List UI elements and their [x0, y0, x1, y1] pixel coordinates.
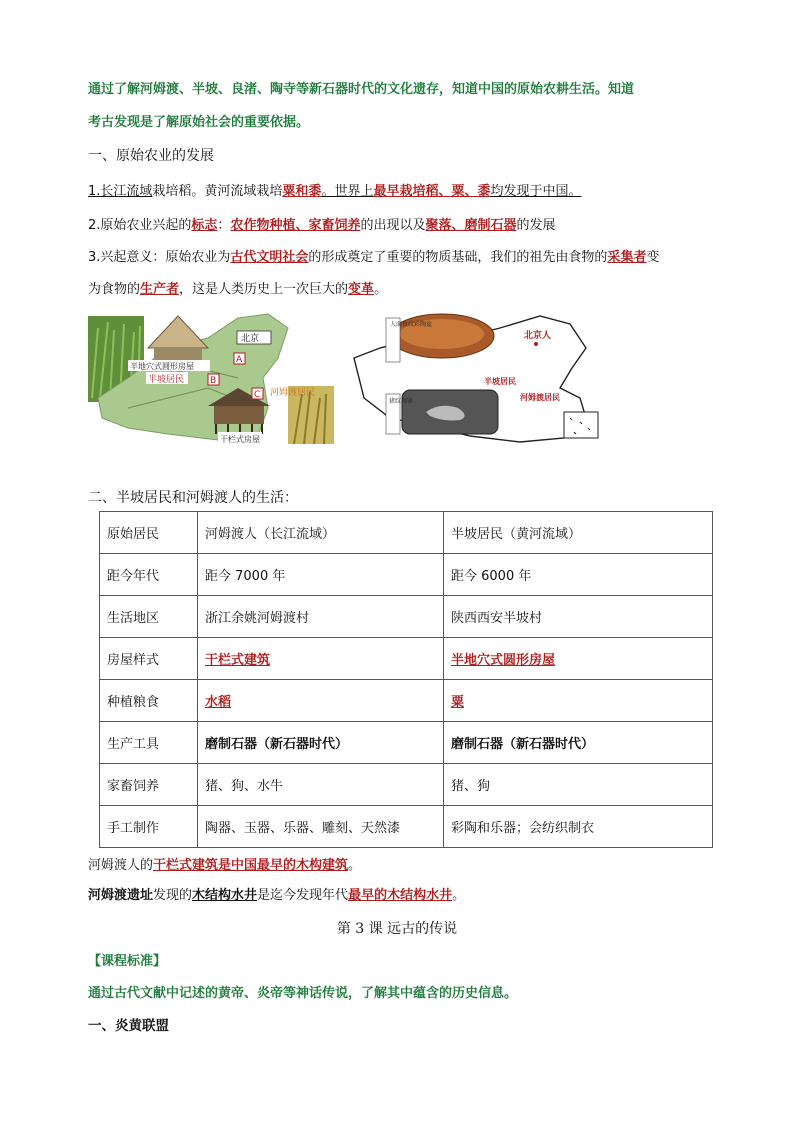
- after2-f: 。: [452, 888, 466, 903]
- hemudu-value-cell: [198, 638, 444, 680]
- banpo-value: 陕西西安半坡村: [451, 611, 543, 626]
- after-table-line-1: [88, 856, 361, 876]
- item3-b: 古代文明社会: [230, 250, 309, 265]
- item3-c: 的形成奠定了重要的物质基础，我们的祖先由食物的: [308, 250, 608, 265]
- banpo-value-cell: [444, 554, 713, 596]
- item2-e: 的出现以及: [360, 218, 426, 233]
- label-banpo-right: 半坡居民: [484, 377, 516, 386]
- item2-c: ：: [217, 218, 231, 233]
- item3-a: 3.兴起意义：原始农业为: [88, 250, 231, 265]
- table-row: [100, 638, 713, 680]
- row-key: 种植粮食: [107, 695, 160, 710]
- item3b-e: 。: [374, 282, 388, 297]
- label-beijingren: 北京人: [524, 331, 552, 341]
- lesson-heading: 一、炎黄联盟: [88, 1018, 169, 1034]
- after2-b: 发现的: [153, 888, 193, 903]
- hemudu-value: 水稻: [205, 695, 232, 710]
- after1-a: 河姆渡人的: [88, 858, 154, 873]
- banpo-value: 猪、狗: [451, 779, 491, 794]
- hemudu-value: 干栏式建筑: [205, 653, 271, 668]
- item1-d: 。世界上: [321, 184, 374, 199]
- section1-item3-cont: [88, 280, 387, 300]
- row-key-cell: [100, 638, 198, 680]
- after2-e: 最早的木结构水井: [348, 888, 453, 903]
- hemudu-value: 猪、狗、水牛: [205, 779, 284, 794]
- item3-d: 采集者: [607, 250, 647, 265]
- item1-b: 栽培稻。黄河流域栽培: [152, 184, 283, 199]
- after2-c: 木结构水井: [192, 888, 258, 903]
- item3-e: 变: [646, 250, 660, 265]
- section1-heading: 一、原始农业的发展: [88, 148, 214, 164]
- banpo-value-cell: [444, 596, 713, 638]
- item3b-b: 生产者: [140, 282, 180, 297]
- label-c: C: [254, 390, 261, 400]
- hemudu-value: 河姆渡人（长江流域）: [205, 527, 336, 542]
- label-a: A: [236, 355, 243, 365]
- item2-a: 2.原始农业兴起的: [88, 218, 192, 233]
- after2-a: 河姆渡遗址: [88, 888, 154, 903]
- section1-item2: [88, 216, 556, 236]
- item1-c: 粟和黍: [282, 184, 322, 199]
- hemudu-value-cell: [198, 554, 444, 596]
- hemudu-value-cell: [198, 722, 444, 764]
- table-row: [100, 596, 713, 638]
- section1-item3: [88, 248, 659, 268]
- row-key-cell: [100, 680, 198, 722]
- row-key-cell: [100, 596, 198, 638]
- hemudu-value-cell: [198, 512, 444, 554]
- right-map-figure: [350, 308, 610, 446]
- item2-d: 农作物种植、家畜饲养: [230, 218, 361, 233]
- item3b-c: ，这是人类历史上一次巨大的: [179, 282, 349, 297]
- table-row: [100, 512, 713, 554]
- after-table-line-2: [88, 886, 465, 906]
- table-row: [100, 764, 713, 806]
- row-key: 家畜饲养: [107, 779, 160, 794]
- label-banpo: 半坡居民: [148, 375, 185, 385]
- banpo-value: 距今 6000 年: [451, 569, 532, 584]
- after1-c: 。: [348, 858, 362, 873]
- comparison-table: [99, 511, 713, 848]
- banpo-value: 彩陶和乐器；会纺织制衣: [451, 821, 595, 836]
- label-beijing: 北京: [241, 334, 260, 344]
- label-b: B: [210, 376, 217, 386]
- row-key-cell: [100, 806, 198, 848]
- row-key: 手工制作: [107, 821, 160, 836]
- item2-f: 聚落、磨制石器: [425, 218, 517, 233]
- item2-g: 的发展: [516, 218, 556, 233]
- item2-b: 标志: [191, 218, 218, 233]
- item1-a: 1.长江流域: [88, 184, 153, 199]
- row-key: 原始居民: [107, 527, 160, 542]
- label-hemudu-right: 河姆渡居民: [520, 393, 560, 402]
- intro-line-1: 通过了解河姆渡、半坡、良渚、陶寺等新石器时代的文化遗存，知道中国的原始农耕生活。知道: [88, 82, 635, 97]
- section2-heading: 二、半坡居民和河姆渡人的生活：: [88, 490, 298, 506]
- course-standard-label: 【课程标准】: [88, 954, 167, 969]
- item1-e: 最早栽培稻、粟、黍: [373, 184, 491, 199]
- label-banxue: 半地穴式圆形房屋: [130, 362, 194, 371]
- hemudu-value-cell: [198, 806, 444, 848]
- row-key: 生活地区: [107, 611, 160, 626]
- hemudu-value-cell: [198, 764, 444, 806]
- row-key: 距今年代: [107, 569, 160, 584]
- course-standard-text: 通过古代文献中记述的黄帝、炎帝等神话传说，了解其中蕴含的历史信息。: [88, 986, 518, 1001]
- table-row: [100, 806, 713, 848]
- banpo-value-cell: [444, 722, 713, 764]
- banpo-value: 半地穴式圆形房屋: [451, 653, 556, 668]
- row-key: 生产工具: [107, 737, 160, 752]
- item3b-d: 变革: [348, 282, 375, 297]
- row-key: 房屋样式: [107, 653, 160, 668]
- lesson-title: 第 3 课 远古的传说: [336, 921, 458, 937]
- row-key-cell: [100, 722, 198, 764]
- row-key-cell: [100, 764, 198, 806]
- label-pot: 猪纹陶钵: [389, 398, 414, 405]
- hemudu-value: 磨制石器（新石器时代）: [205, 737, 349, 752]
- banpo-value-cell: [444, 512, 713, 554]
- hemudu-value: 浙江余姚河姆渡村: [205, 611, 310, 626]
- banpo-value: 磨制石器（新石器时代）: [451, 737, 595, 752]
- hemudu-value: 陶器、玉器、乐器、雕刻、天然漆: [205, 821, 401, 836]
- after2-d: 是迄今发现年代: [257, 888, 349, 903]
- table-row: [100, 554, 713, 596]
- after1-b: 干栏式建筑是中国最早的木构建筑: [153, 858, 349, 873]
- table-row: [100, 680, 713, 722]
- row-key-cell: [100, 512, 198, 554]
- banpo-value-cell: [444, 806, 713, 848]
- left-map-figure: [88, 308, 336, 446]
- hemudu-value-cell: [198, 596, 444, 638]
- label-ganlan: 干栏式房屋: [220, 435, 260, 444]
- label-hemudu: 河姆渡居民: [270, 388, 316, 398]
- banpo-value-cell: [444, 764, 713, 806]
- south-sea-inset: [564, 412, 598, 438]
- row-key-cell: [100, 554, 198, 596]
- section1-item1: [88, 182, 581, 202]
- table-row: [100, 722, 713, 764]
- item3b-a: 为食物的: [88, 282, 141, 297]
- intro-line-2: 考古发现是了解原始社会的重要依据。: [88, 115, 310, 130]
- banpo-value-cell: [444, 638, 713, 680]
- banpo-value: 半坡居民（黄河流域）: [451, 527, 582, 542]
- item1-f: 均发现于中国。: [490, 184, 582, 199]
- banpo-value-cell: [444, 680, 713, 722]
- hemudu-value: 距今 7000 年: [205, 569, 286, 584]
- label-bowl: 人面鱼纹彩陶盆: [390, 321, 433, 328]
- hemudu-value-cell: [198, 680, 444, 722]
- banpo-value: 粟: [451, 695, 465, 710]
